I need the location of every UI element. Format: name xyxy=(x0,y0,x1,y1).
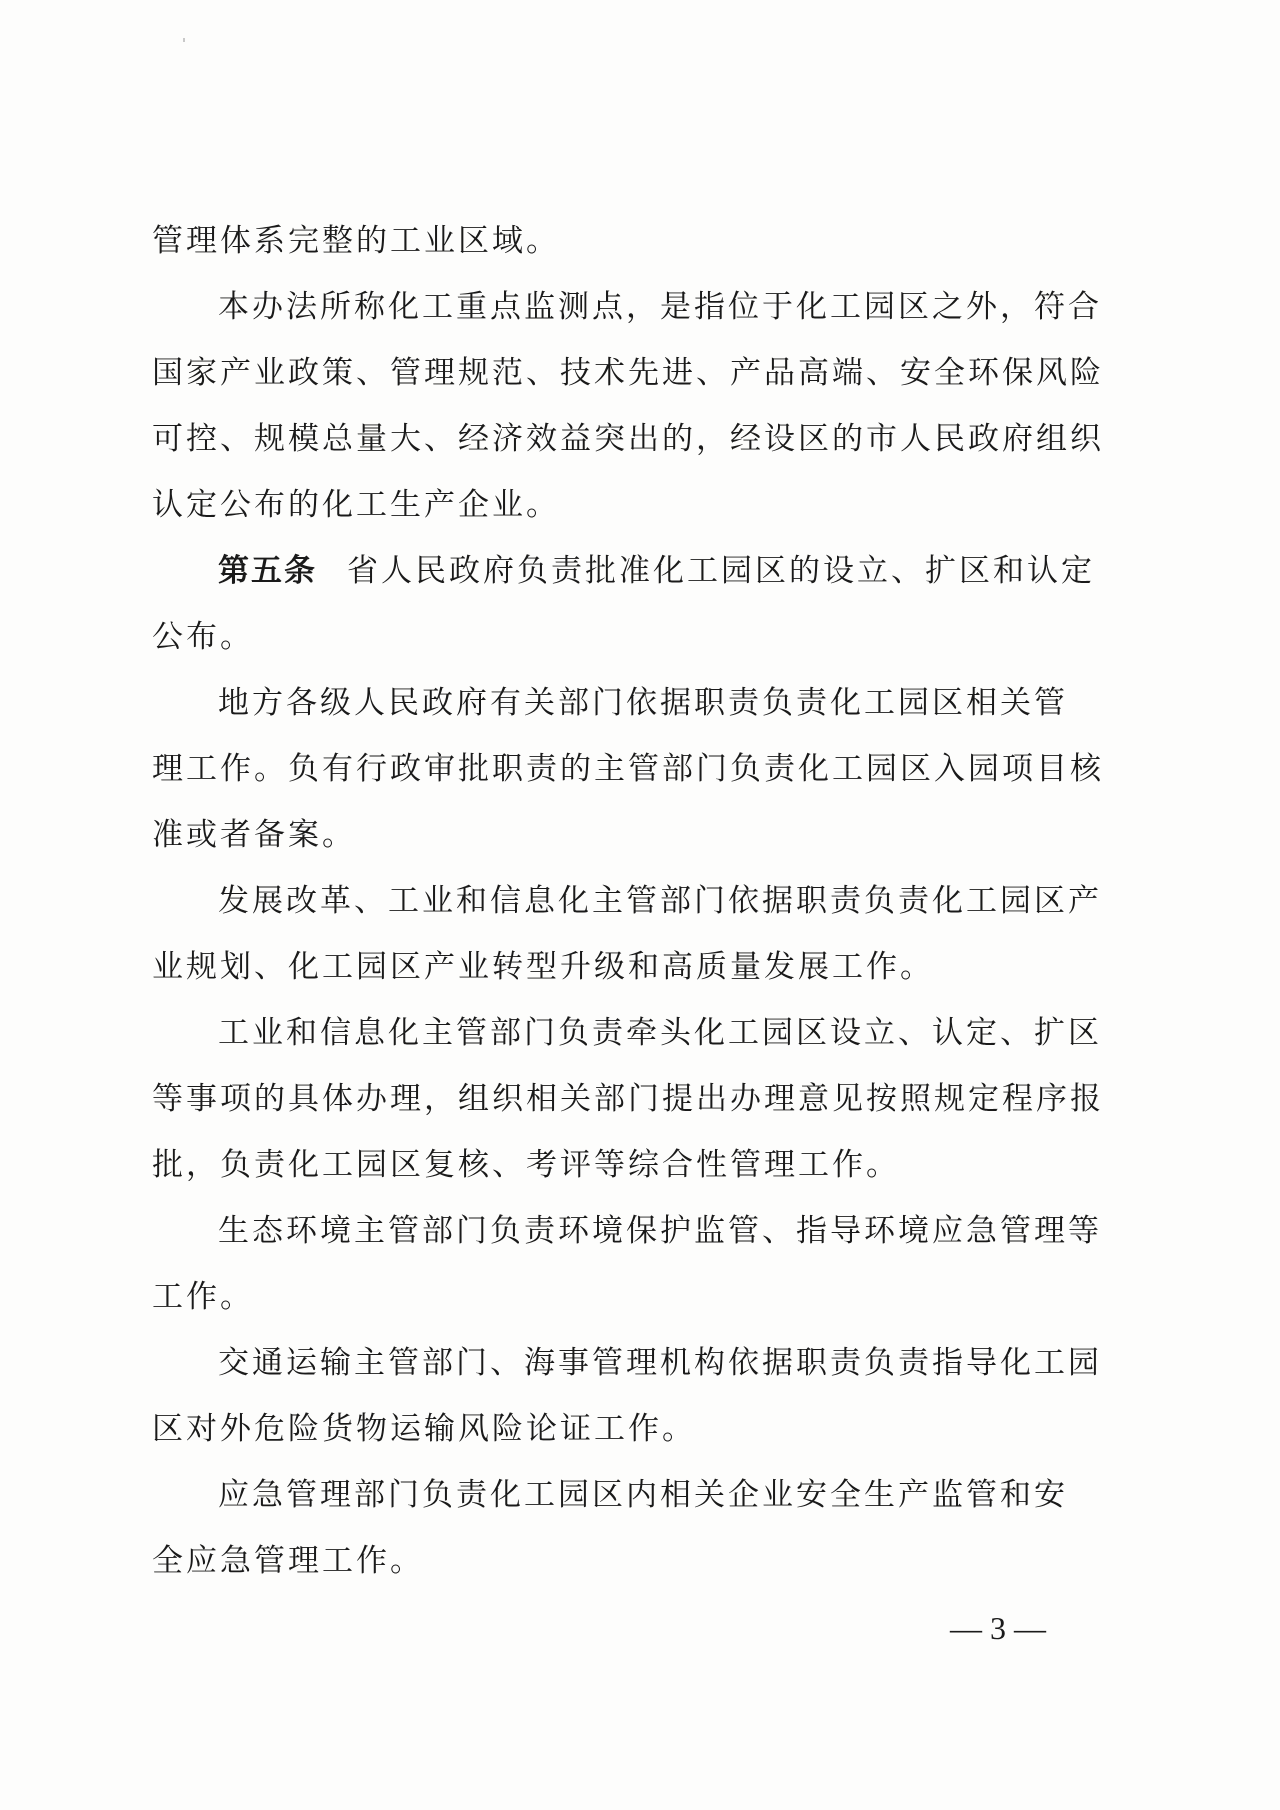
text-line: 本办法所称化工重点监测点，是指位于化工园区之外，符合 xyxy=(218,289,1102,325)
paragraph-9 xyxy=(152,1462,1104,1594)
text-line: 交通运输主管部门、海事管理机构依据职责负责指导化工园 xyxy=(218,1345,1102,1381)
text-line: 管理体系完整的工业区域。 xyxy=(152,223,560,259)
text-line: 区对外危险货物运输风险论证工作。 xyxy=(152,1411,696,1447)
paragraph-8 xyxy=(152,1330,1104,1462)
text-line: 等事项的具体办理，组织相关部门提出办理意见按照规定程序报 xyxy=(152,1081,1104,1117)
text-line: 理工作。负有行政审批职责的主管部门负责化工园区入园项目核 xyxy=(152,751,1104,787)
document-body xyxy=(152,208,1104,1594)
text-line: 业规划、化工园区产业转型升级和高质量发展工作。 xyxy=(152,949,934,985)
text-line: 发展改革、工业和信息化主管部门依据职责负责化工园区产 xyxy=(218,883,1102,919)
text-line: 国家产业政策、管理规范、技术先进、产品高端、安全环保风险 xyxy=(152,355,1104,391)
paragraph-7 xyxy=(152,1198,1104,1330)
text-line: 可控、规模总量大、经济效益突出的，经设区的市人民政府组织 xyxy=(152,421,1104,457)
text-line: 准或者备案。 xyxy=(152,817,356,853)
text-line: 批，负责化工园区复核、考评等综合性管理工作。 xyxy=(152,1147,900,1183)
paragraph-4 xyxy=(152,670,1104,868)
text-line: 应急管理部门负责化工园区内相关企业安全生产监管和安 xyxy=(218,1477,1068,1513)
paragraph-1 xyxy=(152,208,1104,274)
article-label: 第五条 xyxy=(218,553,317,589)
article-text: 省人民政府负责批准化工园区的设立、扩区和认定 xyxy=(347,553,1095,589)
text-line: 公布。 xyxy=(152,619,254,655)
text-line: 全应急管理工作。 xyxy=(152,1543,424,1579)
text-line: 工作。 xyxy=(152,1279,254,1315)
paragraph-6 xyxy=(152,1000,1104,1198)
page-number: — 3 — xyxy=(950,1610,1046,1646)
scan-speck xyxy=(183,38,185,42)
text-line: 生态环境主管部门负责环境保护监管、指导环境应急管理等 xyxy=(218,1213,1102,1249)
text-line: 工业和信息化主管部门负责牵头化工园区设立、认定、扩区 xyxy=(218,1015,1102,1051)
text-line: 认定公布的化工生产企业。 xyxy=(152,487,560,523)
paragraph-2 xyxy=(152,274,1104,538)
article-5-paragraph xyxy=(152,538,1104,670)
paragraph-5 xyxy=(152,868,1104,1000)
text-line xyxy=(152,538,1104,604)
text-line: 地方各级人民政府有关部门依据职责负责化工园区相关管 xyxy=(218,685,1068,721)
